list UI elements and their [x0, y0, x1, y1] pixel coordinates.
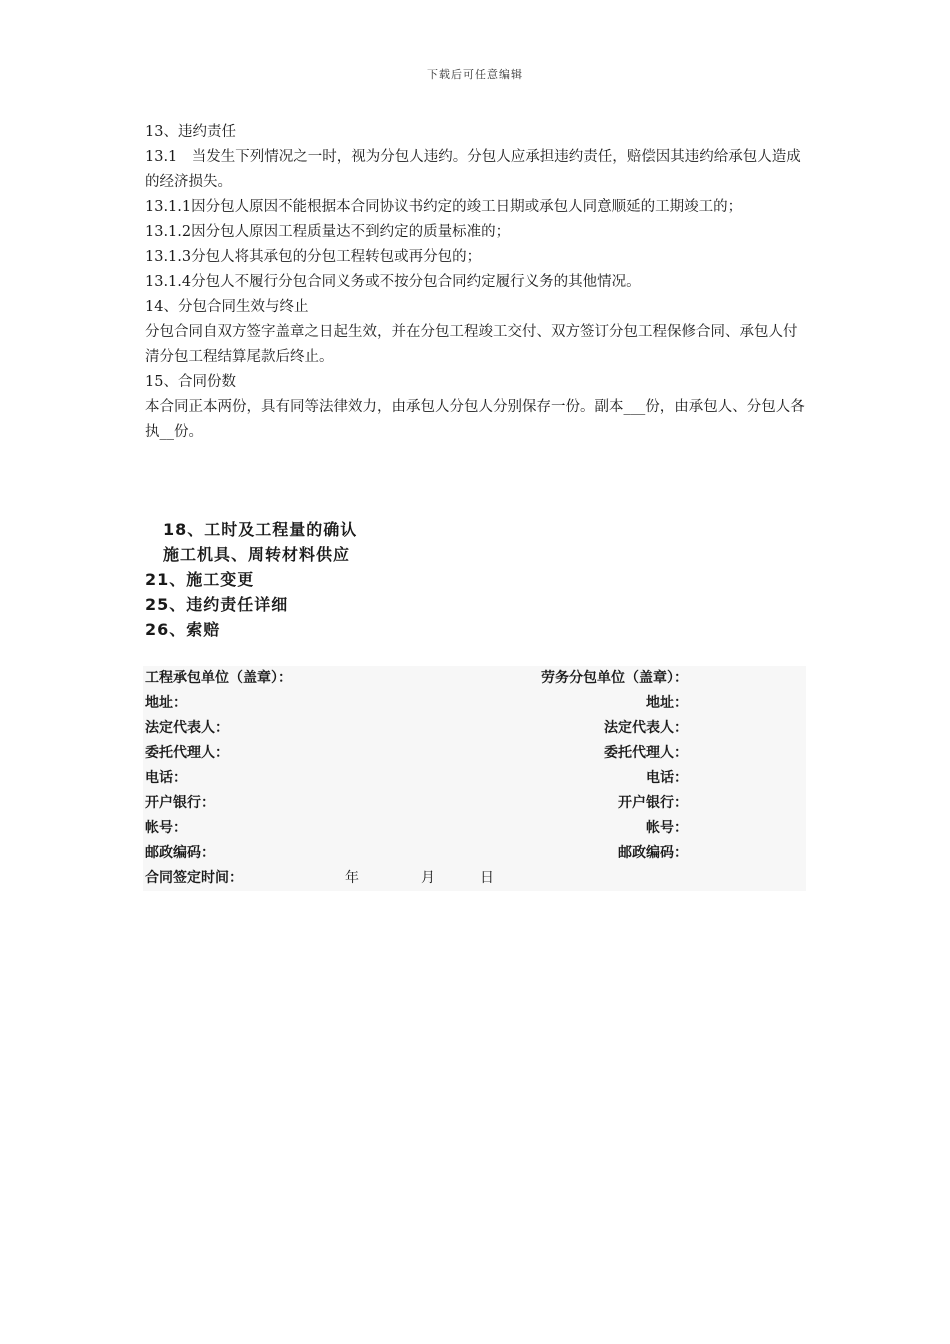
heading-21: 21、施工变更 — [145, 570, 255, 589]
clause-13-1-1: 13.1.1因分包人原因不能根据本合同协议书约定的竣工日期或承包人同意顺延的工期竣工的； — [145, 199, 743, 215]
date-year: 年 — [345, 870, 359, 886]
signature-row — [143, 766, 806, 791]
subcontractor-address-label: 地址： — [646, 695, 688, 711]
signature-row — [143, 691, 806, 716]
clause-13-1-4: 13.1.4分包人不履行分包合同义务或不按分包合同约定履行义务的其他情况。 — [145, 274, 641, 290]
contractor-legal-rep-label: 法定代表人： — [145, 720, 229, 736]
clause-14: 分包合同自双方签字盖章之日起生效，并在分包工程竣工交付、双方签订分包工程保修合同、承包人付清分包工程结算尾款后终止。 — [145, 324, 798, 365]
signature-row — [143, 841, 806, 866]
date-month: 月 — [421, 870, 435, 886]
clause-15: 本合同正本两份，具有同等法律效力，由承包人分包人分别保存一份。副本___份，由承包人、分包人各执__份。 — [145, 399, 805, 440]
signature-row — [143, 816, 806, 841]
subcontractor-postcode-label: 邮政编码： — [618, 845, 688, 861]
subcontractor-phone-label: 电话： — [646, 770, 688, 786]
contractor-address-label: 地址： — [145, 695, 187, 711]
date-day: 日 — [480, 870, 494, 886]
signature-block — [143, 666, 806, 891]
contractor-bank-label: 开户银行： — [145, 795, 215, 811]
header-note: 下载后可任意编辑 — [427, 68, 523, 81]
contractor-account-label: 帐号： — [145, 820, 187, 836]
clause-13-1-3: 13.1.3分包人将其承包的分包工程转包或再分包的； — [145, 249, 482, 265]
section-title-15: 15、合同份数 — [145, 374, 236, 390]
section-title-13: 13、违约责任 — [145, 124, 236, 140]
contractor-seal-label: 工程承包单位（盖章）： — [145, 670, 292, 686]
contractor-phone-label: 电话： — [145, 770, 187, 786]
contractor-agent-label: 委托代理人： — [145, 745, 229, 761]
clause-13-1-2: 13.1.2因分包人原因工程质量达不到约定的质量标准的； — [145, 224, 511, 240]
heading-equipment: 施工机具、周转材料供应 — [163, 545, 351, 564]
subcontractor-account-label: 帐号： — [646, 820, 688, 836]
subcontractor-legal-rep-label: 法定代表人： — [604, 720, 688, 736]
signature-row — [143, 741, 806, 766]
subcontractor-agent-label: 委托代理人： — [604, 745, 688, 761]
section-headings — [145, 517, 805, 642]
signing-date-label: 合同签定时间： — [145, 870, 243, 886]
contract-body — [145, 120, 810, 445]
signature-row — [143, 666, 806, 691]
clause-13-1: 13.1 当发生下列情况之一时，视为分包人违约。分包人应承担违约责任，赔偿因其违约给承包人造成的经济损失。 — [145, 149, 801, 190]
heading-26: 26、索赔 — [145, 620, 221, 639]
subcontractor-bank-label: 开户银行： — [618, 795, 688, 811]
contractor-postcode-label: 邮政编码： — [145, 845, 215, 861]
section-title-14: 14、分包合同生效与终止 — [145, 299, 309, 315]
signing-date-row — [143, 866, 806, 891]
signature-row — [143, 716, 806, 741]
heading-25: 25、违约责任详细 — [145, 595, 289, 614]
heading-18: 18、工时及工程量的确认 — [163, 520, 358, 539]
subcontractor-seal-label: 劳务分包单位（盖章）： — [541, 670, 688, 686]
signature-row — [143, 791, 806, 816]
